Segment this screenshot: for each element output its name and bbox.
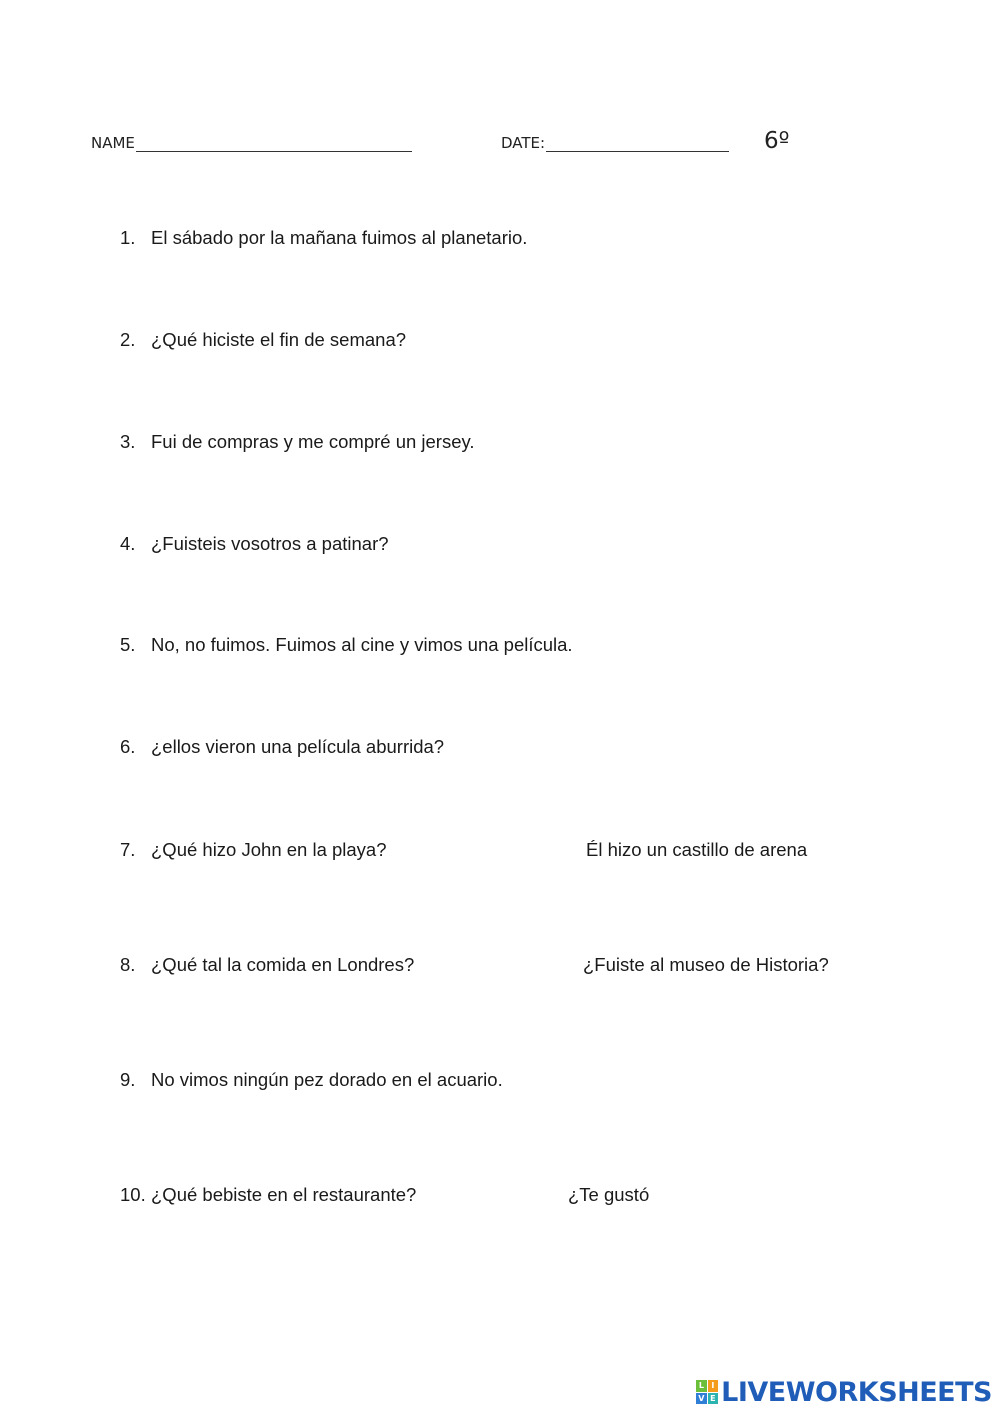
sentence-item-9 [120, 1069, 503, 1091]
item-text: ¿Qué hizo John en la playa? [151, 839, 387, 860]
item-text: ¿Qué hiciste el fin de semana? [151, 329, 407, 350]
item-number: 1. [120, 227, 136, 248]
sentence-item-5 [120, 634, 573, 656]
item-text: Fui de compras y me compré un jersey. [151, 431, 475, 452]
worksheet-header [91, 126, 851, 156]
item-text: ¿Fuisteis vosotros a patinar? [151, 533, 389, 554]
item-text: No, no fuimos. Fuimos al cine y vimos una película. [151, 634, 573, 655]
item-number: 3. [120, 431, 136, 452]
sentence-item-3 [120, 431, 475, 453]
icon-letter-v: V [696, 1393, 707, 1405]
sentence-item-2 [120, 329, 406, 351]
icon-letter-i: I [708, 1380, 719, 1392]
item-text: ¿ellos vieron una película aburrida? [151, 736, 445, 757]
sentence-item-7 [120, 839, 387, 861]
liveworksheets-logo [696, 1377, 992, 1407]
sentence-item-8-extra: ¿Fuiste al museo de Historia? [583, 954, 829, 975]
item-number: 7. [120, 839, 136, 860]
date-field[interactable] [501, 134, 729, 152]
item-number: 10. [120, 1184, 146, 1205]
item-text: ¿Qué tal la comida en Londres? [151, 954, 415, 975]
sentence-item-8 [120, 954, 414, 976]
item-number: 8. [120, 954, 136, 975]
sentence-item-10 [120, 1184, 416, 1206]
sentence-item-6 [120, 736, 444, 758]
name-field[interactable] [91, 134, 412, 152]
name-label: NAME [91, 134, 135, 152]
item-text: ¿Qué bebiste en el restaurante? [151, 1184, 417, 1205]
sentence-item-4 [120, 533, 389, 555]
icon-letter-e: E [708, 1393, 719, 1405]
item-number: 9. [120, 1069, 136, 1090]
liveworksheets-wordmark: LIVEWORKSHEETS [721, 1376, 992, 1408]
date-label: DATE: [501, 134, 546, 152]
liveworksheets-icon [696, 1380, 718, 1404]
item-number: 6. [120, 736, 136, 757]
date-blank-line[interactable] [546, 137, 729, 152]
name-blank-line[interactable] [136, 137, 412, 152]
grade-label: 6º [764, 128, 790, 154]
item-number: 2. [120, 329, 136, 350]
item-number: 5. [120, 634, 136, 655]
sentence-item-10-extra: ¿Te gustó [568, 1184, 650, 1205]
icon-letter-l: L [696, 1380, 707, 1392]
sentence-item-1 [120, 227, 527, 249]
item-number: 4. [120, 533, 136, 554]
item-text: El sábado por la mañana fuimos al planetario. [151, 227, 528, 248]
item-text: No vimos ningún pez dorado en el acuario. [151, 1069, 503, 1090]
sentence-item-7-extra: Él hizo un castillo de arena [586, 839, 808, 860]
